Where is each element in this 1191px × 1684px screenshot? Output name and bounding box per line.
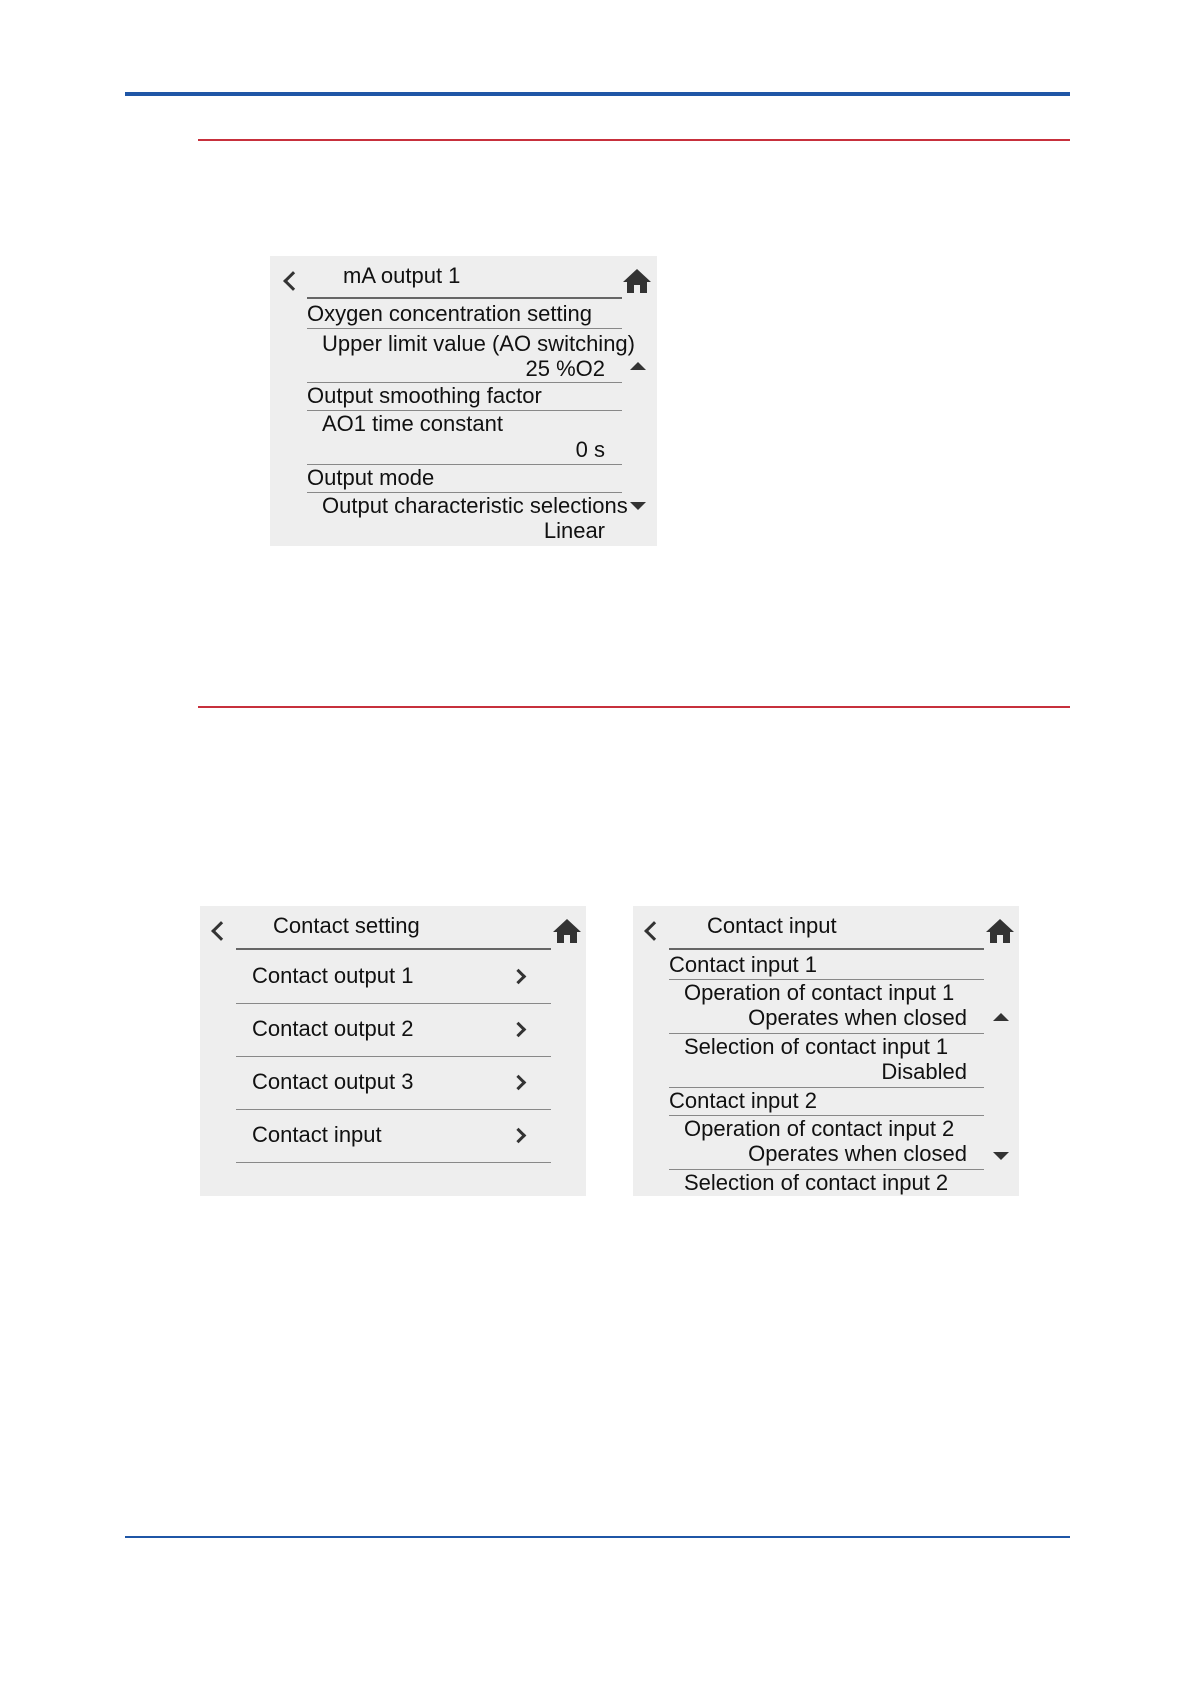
setting-value: Disabled (881, 1059, 967, 1084)
setting-value: Operates when closed (748, 1005, 967, 1030)
menu-item-label: Contact output 1 (252, 963, 414, 988)
setting-output-characteristic[interactable] (270, 494, 657, 546)
screen-contact-setting (200, 906, 586, 1196)
setting-value: Linear (543, 518, 605, 543)
menu-item-contact-output-3[interactable] (200, 1057, 586, 1110)
screen-title: mA output 1 (343, 263, 461, 288)
screen-title: Contact input (707, 913, 837, 938)
section-contact-input-2: Contact input 2 (669, 1088, 817, 1113)
menu-item-contact-output-1[interactable] (200, 950, 586, 1003)
screen-ma-output-1 (270, 256, 657, 546)
scroll-up-icon[interactable] (993, 1013, 1009, 1021)
setting-value: Operates when closed (748, 1141, 967, 1166)
setting-label: Upper limit value (AO switching) (322, 331, 635, 356)
section-rule-1 (198, 139, 1070, 141)
screen-contact-input (633, 906, 1019, 1196)
setting-ao1-time-constant[interactable] (270, 412, 657, 464)
section-oxygen-concentration: Oxygen concentration setting (307, 301, 592, 326)
chevron-right-icon (511, 1075, 527, 1091)
header-rule (125, 92, 1070, 96)
back-chevron-icon[interactable] (644, 921, 664, 941)
menu-item-label: Contact input (252, 1122, 382, 1147)
back-chevron-icon[interactable] (283, 271, 303, 291)
setting-label: Selection of contact input 2 (684, 1170, 949, 1195)
section-rule-2 (198, 706, 1070, 708)
row-divider (307, 328, 622, 329)
chevron-right-icon (511, 969, 527, 985)
setting-selection-contact-input-1[interactable] (633, 1035, 1019, 1088)
footer-rule (125, 1536, 1070, 1538)
title-divider (307, 297, 622, 299)
setting-label: Operation of contact input 1 (684, 980, 955, 1005)
chevron-right-icon (511, 1022, 527, 1038)
section-output-smoothing: Output smoothing factor (307, 383, 542, 408)
menu-item-contact-input[interactable] (200, 1110, 586, 1163)
scroll-down-icon[interactable] (993, 1152, 1009, 1160)
scroll-up-icon[interactable] (630, 362, 646, 370)
setting-label: Selection of contact input 1 (684, 1034, 949, 1059)
section-contact-input-1: Contact input 1 (669, 952, 817, 977)
chevron-right-icon (511, 1128, 527, 1144)
back-chevron-icon[interactable] (211, 921, 231, 941)
home-icon[interactable] (985, 918, 1015, 944)
menu-item-label: Contact output 3 (252, 1069, 414, 1094)
scroll-down-icon[interactable] (630, 502, 646, 510)
setting-label: Operation of contact input 2 (684, 1116, 955, 1141)
setting-upper-limit[interactable] (270, 330, 657, 386)
screen-title: Contact setting (273, 913, 420, 938)
setting-value: 25 %O2 (525, 356, 605, 381)
setting-label: Output characteristic selections (322, 493, 628, 518)
setting-operation-contact-input-1[interactable] (633, 981, 1019, 1034)
home-icon[interactable] (622, 268, 652, 294)
row-divider (236, 1162, 551, 1163)
setting-label: AO1 time constant (322, 411, 503, 436)
home-icon[interactable] (552, 918, 582, 944)
menu-item-contact-output-2[interactable] (200, 1004, 586, 1057)
section-output-mode: Output mode (307, 465, 435, 490)
menu-item-label: Contact output 2 (252, 1016, 414, 1041)
setting-value: 0 s (575, 437, 605, 462)
title-divider (669, 948, 984, 950)
setting-selection-contact-input-2[interactable] (633, 1171, 1019, 1196)
setting-operation-contact-input-2[interactable] (633, 1117, 1019, 1170)
